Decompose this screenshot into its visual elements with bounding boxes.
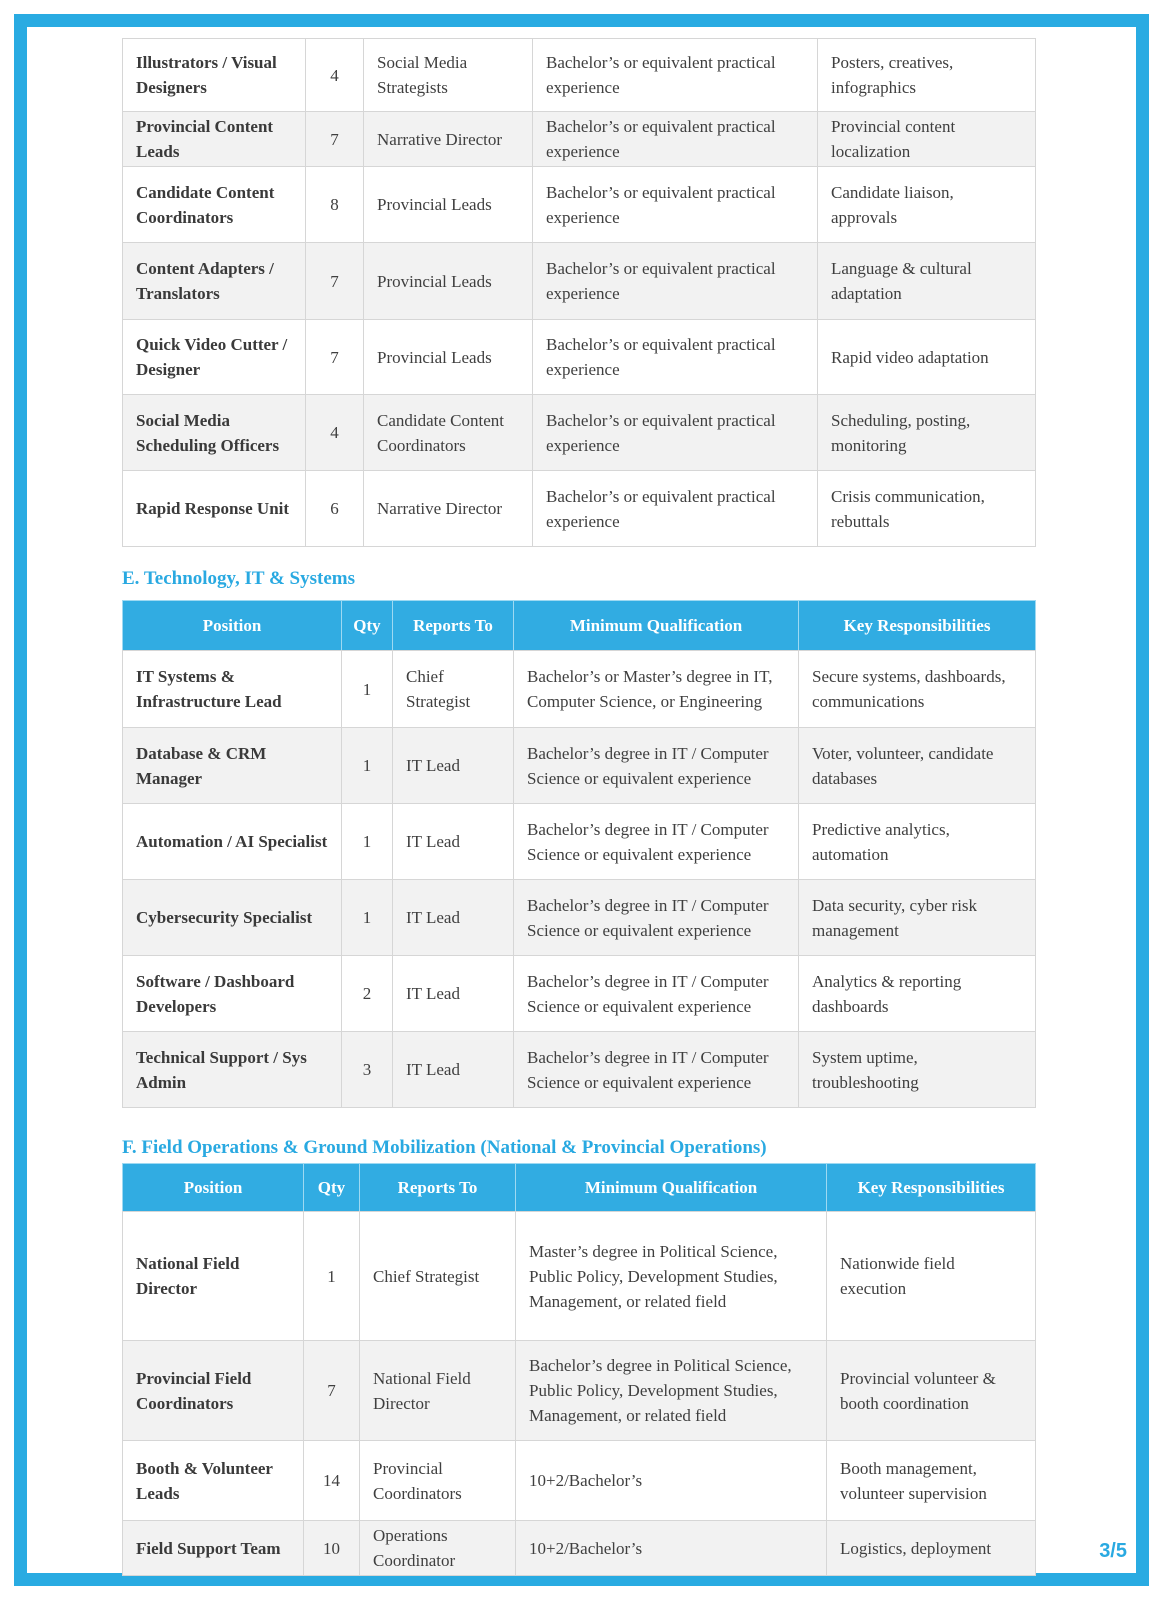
- cell-position: Candidate Content Coordinators: [123, 167, 306, 243]
- cell-qualification: Bachelor’s or equivalent practical experience: [533, 39, 818, 112]
- column-header-reports-to: Reports To: [360, 1164, 516, 1212]
- cell-qty: 7: [304, 1341, 360, 1441]
- cell-responsibilities: Booth management, volunteer supervision: [827, 1441, 1036, 1521]
- cell-qualification: 10+2/Bachelor’s: [516, 1441, 827, 1521]
- cell-qualification: Bachelor’s or equivalent practical experience: [533, 320, 818, 395]
- cell-reports-to: Social Media Strategists: [364, 39, 533, 112]
- field-operations-table: [122, 1163, 1036, 1576]
- table-row: [123, 39, 1036, 112]
- cell-reports-to: IT Lead: [393, 956, 514, 1032]
- table-row: [123, 112, 1036, 167]
- column-header-minimum-qualification: Minimum Qualification: [514, 601, 799, 651]
- cell-qty: 1: [342, 804, 393, 880]
- cell-reports-to: IT Lead: [393, 728, 514, 804]
- cell-position: Booth & Volunteer Leads: [123, 1441, 304, 1521]
- cell-reports-to: Chief Strategist: [360, 1212, 516, 1341]
- cell-position: Cybersecurity Specialist: [123, 880, 342, 956]
- cell-responsibilities: Voter, volunteer, candidate databases: [799, 728, 1036, 804]
- cell-reports-to: Narrative Director: [364, 112, 533, 167]
- table-row: [123, 395, 1036, 471]
- table-header-row: [123, 601, 1036, 651]
- cell-position: Provincial Field Coordinators: [123, 1341, 304, 1441]
- cell-qty: 4: [306, 39, 364, 112]
- cell-position: Database & CRM Manager: [123, 728, 342, 804]
- cell-position: National Field Director: [123, 1212, 304, 1341]
- table-row: [123, 320, 1036, 395]
- cell-position: Quick Video Cutter / Designer: [123, 320, 306, 395]
- table-row: [123, 880, 1036, 956]
- cell-qty: 8: [306, 167, 364, 243]
- cell-qualification: Bachelor’s degree in IT / Computer Science or equivalent experience: [514, 956, 799, 1032]
- cell-position: Social Media Scheduling Officers: [123, 395, 306, 471]
- cell-responsibilities: Provincial content localization: [818, 112, 1036, 167]
- cell-qualification: Master’s degree in Political Science, Public Policy, Development Studies, Management, or related field: [516, 1212, 827, 1341]
- cell-qualification: Bachelor’s or equivalent practical experience: [533, 243, 818, 320]
- cell-qualification: Bachelor’s or equivalent practical experience: [533, 112, 818, 167]
- cell-position: Technical Support / Sys Admin: [123, 1032, 342, 1108]
- cell-position: Software / Dashboard Developers: [123, 956, 342, 1032]
- cell-qualification: Bachelor’s or Master’s degree in IT, Computer Science, or Engineering: [514, 651, 799, 728]
- cell-reports-to: IT Lead: [393, 804, 514, 880]
- cell-responsibilities: Scheduling, posting, monitoring: [818, 395, 1036, 471]
- column-header-key-responsibilities: Key Responsibilities: [799, 601, 1036, 651]
- cell-qty: 7: [306, 112, 364, 167]
- table-row: [123, 1521, 1036, 1576]
- cell-qty: 2: [342, 956, 393, 1032]
- table-row: [123, 243, 1036, 320]
- cell-position: Rapid Response Unit: [123, 471, 306, 547]
- cell-responsibilities: Nationwide field execution: [827, 1212, 1036, 1341]
- cell-qualification: Bachelor’s degree in IT / Computer Science or equivalent experience: [514, 804, 799, 880]
- section-f-title: F. Field Operations & Ground Mobilization (National & Provincial Operations): [122, 1137, 767, 1158]
- cell-qty: 10: [304, 1521, 360, 1576]
- cell-qualification: Bachelor’s or equivalent practical experience: [533, 395, 818, 471]
- cell-reports-to: Provincial Leads: [364, 320, 533, 395]
- column-header-minimum-qualification: Minimum Qualification: [516, 1164, 827, 1212]
- cell-responsibilities: Crisis communication, rebuttals: [818, 471, 1036, 547]
- table-header-row: [123, 1164, 1036, 1212]
- cell-responsibilities: Secure systems, dashboards, communications: [799, 651, 1036, 728]
- table-row: [123, 956, 1036, 1032]
- cell-responsibilities: Language & cultural adaptation: [818, 243, 1036, 320]
- cell-reports-to: Candidate Content Coordinators: [364, 395, 533, 471]
- cell-position: Automation / AI Specialist: [123, 804, 342, 880]
- column-header-position: Position: [123, 1164, 304, 1212]
- cell-qualification: Bachelor’s degree in Political Science, Public Policy, Development Studies, Management, or related field: [516, 1341, 827, 1441]
- table-row: [123, 804, 1036, 880]
- cell-reports-to: IT Lead: [393, 1032, 514, 1108]
- cell-qty: 1: [342, 880, 393, 956]
- continuation-table: [122, 38, 1036, 547]
- cell-position: Provincial Content Leads: [123, 112, 306, 167]
- cell-qty: 14: [304, 1441, 360, 1521]
- cell-responsibilities: System uptime, troubleshooting: [799, 1032, 1036, 1108]
- cell-reports-to: Provincial Coordinators: [360, 1441, 516, 1521]
- column-header-position: Position: [123, 601, 342, 651]
- cell-responsibilities: Posters, creatives, infographics: [818, 39, 1036, 112]
- cell-reports-to: Narrative Director: [364, 471, 533, 547]
- document-body: [122, 38, 1035, 1576]
- cell-responsibilities: Candidate liaison, approvals: [818, 167, 1036, 243]
- cell-qualification: Bachelor’s or equivalent practical experience: [533, 471, 818, 547]
- table-row: [123, 471, 1036, 547]
- cell-reports-to: Operations Coordinator: [360, 1521, 516, 1576]
- cell-responsibilities: Provincial volunteer & booth coordination: [827, 1341, 1036, 1441]
- column-header-key-responsibilities: Key Responsibilities: [827, 1164, 1036, 1212]
- cell-reports-to: Chief Strategist: [393, 651, 514, 728]
- table-row: [123, 1441, 1036, 1521]
- table-row: [123, 728, 1036, 804]
- cell-qualification: Bachelor’s or equivalent practical experience: [533, 167, 818, 243]
- cell-responsibilities: Rapid video adaptation: [818, 320, 1036, 395]
- cell-responsibilities: Analytics & reporting dashboards: [799, 956, 1036, 1032]
- table-row: [123, 1341, 1036, 1441]
- column-header-qty: Qty: [304, 1164, 360, 1212]
- cell-qty: 1: [342, 728, 393, 804]
- cell-responsibilities: Predictive analytics, automation: [799, 804, 1036, 880]
- cell-qualification: 10+2/Bachelor’s: [516, 1521, 827, 1576]
- column-header-reports-to: Reports To: [393, 601, 514, 651]
- table-row: [123, 651, 1036, 728]
- cell-reports-to: Provincial Leads: [364, 243, 533, 320]
- cell-qty: 7: [306, 243, 364, 320]
- cell-position: Content Adapters / Translators: [123, 243, 306, 320]
- cell-qualification: Bachelor’s degree in IT / Computer Science or equivalent experience: [514, 728, 799, 804]
- page-number: 3/5: [1099, 1540, 1127, 1562]
- table-row: [123, 1032, 1036, 1108]
- cell-reports-to: IT Lead: [393, 880, 514, 956]
- cell-position: IT Systems & Infrastructure Lead: [123, 651, 342, 728]
- cell-qualification: Bachelor’s degree in IT / Computer Science or equivalent experience: [514, 880, 799, 956]
- cell-position: Field Support Team: [123, 1521, 304, 1576]
- column-header-qty: Qty: [342, 601, 393, 651]
- cell-responsibilities: Data security, cyber risk management: [799, 880, 1036, 956]
- cell-reports-to: National Field Director: [360, 1341, 516, 1441]
- section-e-title: E. Technology, IT & Systems: [122, 568, 355, 589]
- technology-table: [122, 600, 1036, 1108]
- cell-qty: 7: [306, 320, 364, 395]
- cell-qty: 3: [342, 1032, 393, 1108]
- cell-qty: 1: [342, 651, 393, 728]
- table-row: [123, 1212, 1036, 1341]
- table-row: [123, 167, 1036, 243]
- cell-qty: 1: [304, 1212, 360, 1341]
- cell-responsibilities: Logistics, deployment: [827, 1521, 1036, 1576]
- cell-qualification: Bachelor’s degree in IT / Computer Science or equivalent experience: [514, 1032, 799, 1108]
- cell-qty: 6: [306, 471, 364, 547]
- cell-qty: 4: [306, 395, 364, 471]
- cell-position: Illustrators / Visual Designers: [123, 39, 306, 112]
- cell-reports-to: Provincial Leads: [364, 167, 533, 243]
